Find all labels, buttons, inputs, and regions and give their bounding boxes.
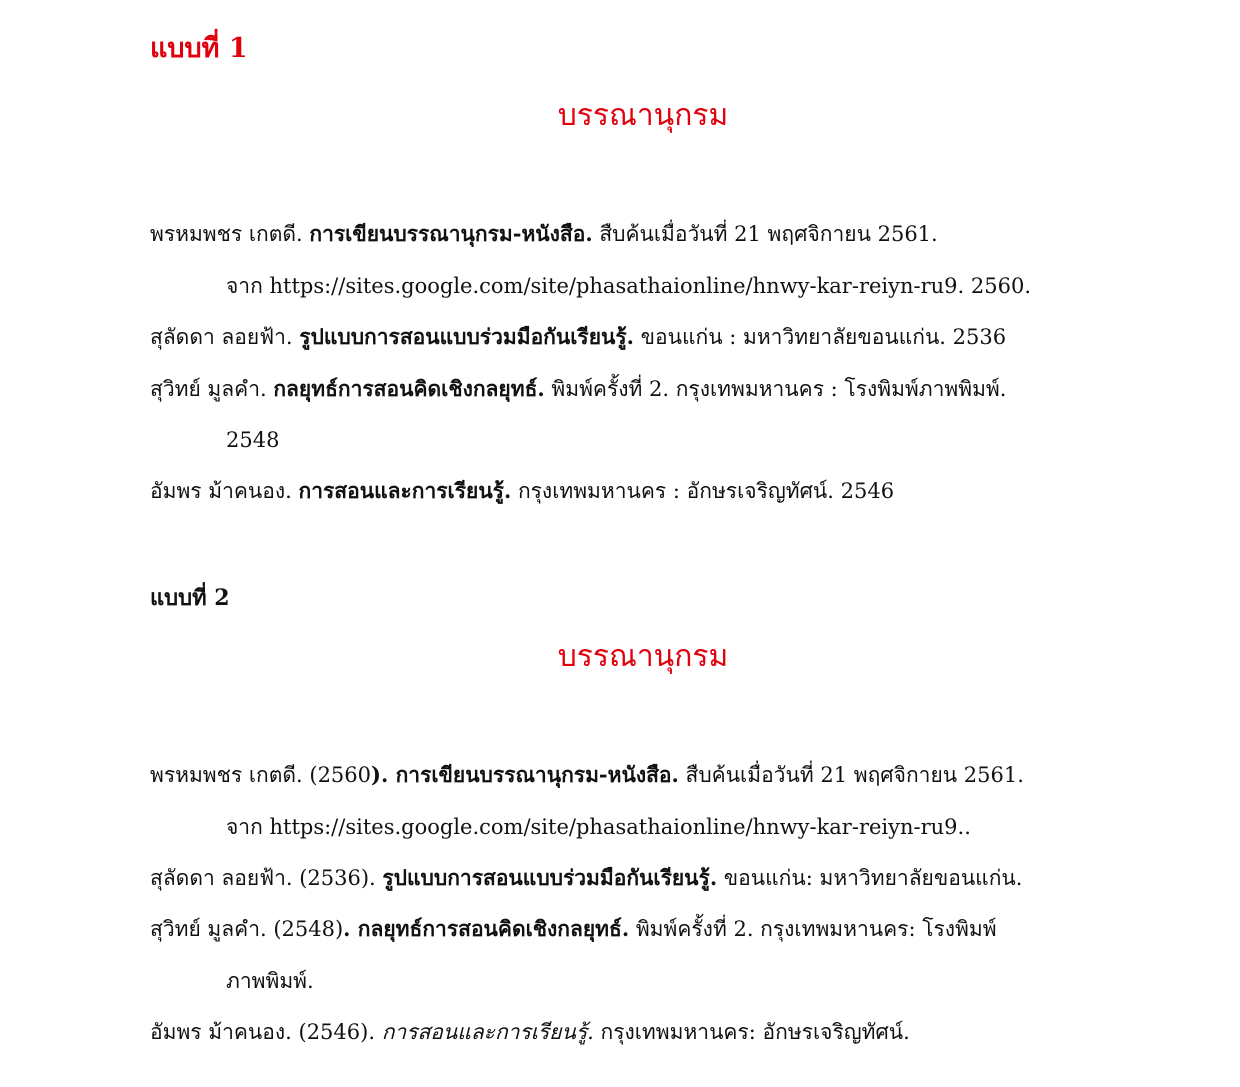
- entry-title: รูปแบบการสอนแบบร่วมมือกันเรียนรู้.: [299, 324, 634, 349]
- bib-entry-1-1: [150, 219, 938, 249]
- entry-publication: พิมพ์ครั้งที่ 2. กรุงเทพมหานคร: โรงพิมพ์: [629, 917, 997, 941]
- bibliography-heading-2: บรรณานุกรม: [557, 639, 729, 674]
- bib-entry-2-1-continuation: จาก https://sites.google.com/site/phasathaionline/hnwy-kar-reiyn-ru9..: [226, 815, 971, 839]
- bib-entry-2-1: [150, 760, 1024, 790]
- entry-title: . กลยุทธ์การสอนคิดเชิงกลยุทธ์.: [343, 916, 630, 941]
- section-label-style-2: แบบที่ 2: [150, 585, 230, 611]
- entry-author: สุวิทย์ มูลคำ.: [150, 377, 274, 401]
- bib-entry-1-2: [150, 322, 1006, 352]
- entry-author: พรหมพชร เกตดี. (2560: [150, 763, 372, 787]
- bib-entry-1-3-continuation: 2548: [226, 428, 280, 452]
- entry-publication: กรุงเทพมหานคร : อักษรเจริญทัศน์. 2546: [511, 479, 895, 503]
- bib-entry-1-4: [150, 476, 894, 506]
- entry-publication: ขอนแก่น : มหาวิทยาลัยขอนแก่น. 2536: [633, 325, 1007, 349]
- entry-author: อัมพร ม้าคนอง. (2546).: [150, 1020, 382, 1044]
- bib-entry-2-3-continuation: ภาพพิมพ์.: [226, 969, 314, 993]
- entry-author: สุวิทย์ มูลคำ. (2548): [150, 917, 344, 941]
- entry-publication: สืบค้นเมื่อวันที่ 21 พฤศจิกายน 2561.: [678, 763, 1024, 787]
- entry-author: พรหมพชร เกตดี.: [150, 222, 310, 246]
- entry-author: อัมพร ม้าคนอง.: [150, 479, 299, 503]
- entry-title: รูปแบบการสอนแบบร่วมมือกันเรียนรู้.: [382, 865, 718, 890]
- section-label-style-1: แบบที่ 1: [150, 33, 248, 64]
- bib-entry-1-3: [150, 374, 1006, 404]
- entry-publication: สืบค้นเมื่อวันที่ 21 พฤศจิกายน 2561.: [592, 222, 938, 246]
- bibliography-heading-1: บรรณานุกรม: [557, 98, 729, 133]
- entry-title: การสอนและการเรียนรู้.: [298, 478, 512, 503]
- entry-title: การสอนและการเรียนรู้.: [381, 1020, 594, 1044]
- entry-title: ). การเขียนบรรณานุกรม-หนังสือ.: [371, 762, 679, 787]
- bib-entry-1-1-continuation: จาก https://sites.google.com/site/phasathaionline/hnwy-kar-reiyn-ru9. 2560.: [226, 274, 1032, 298]
- entry-publication: ขอนแก่น: มหาวิทยาลัยขอนแก่น.: [717, 866, 1023, 890]
- entry-title: กลยุทธ์การสอนคิดเชิงกลยุทธ์.: [273, 376, 545, 401]
- entry-publication: พิมพ์ครั้งที่ 2. กรุงเทพมหานคร : โรงพิมพ์ภาพพิมพ์.: [544, 377, 1007, 401]
- entry-author: สุลัดดา ลอยฟ้า. (2536).: [150, 866, 383, 890]
- entry-author: สุลัดดา ลอยฟ้า.: [150, 325, 300, 349]
- bib-entry-2-2: [150, 863, 1022, 893]
- entry-title: การเขียนบรรณานุกรม-หนังสือ.: [309, 221, 593, 246]
- bib-entry-2-4: [150, 1017, 910, 1047]
- bib-entry-2-3: [150, 914, 997, 944]
- entry-publication: กรุงเทพมหานคร: อักษรเจริญทัศน์.: [593, 1020, 910, 1044]
